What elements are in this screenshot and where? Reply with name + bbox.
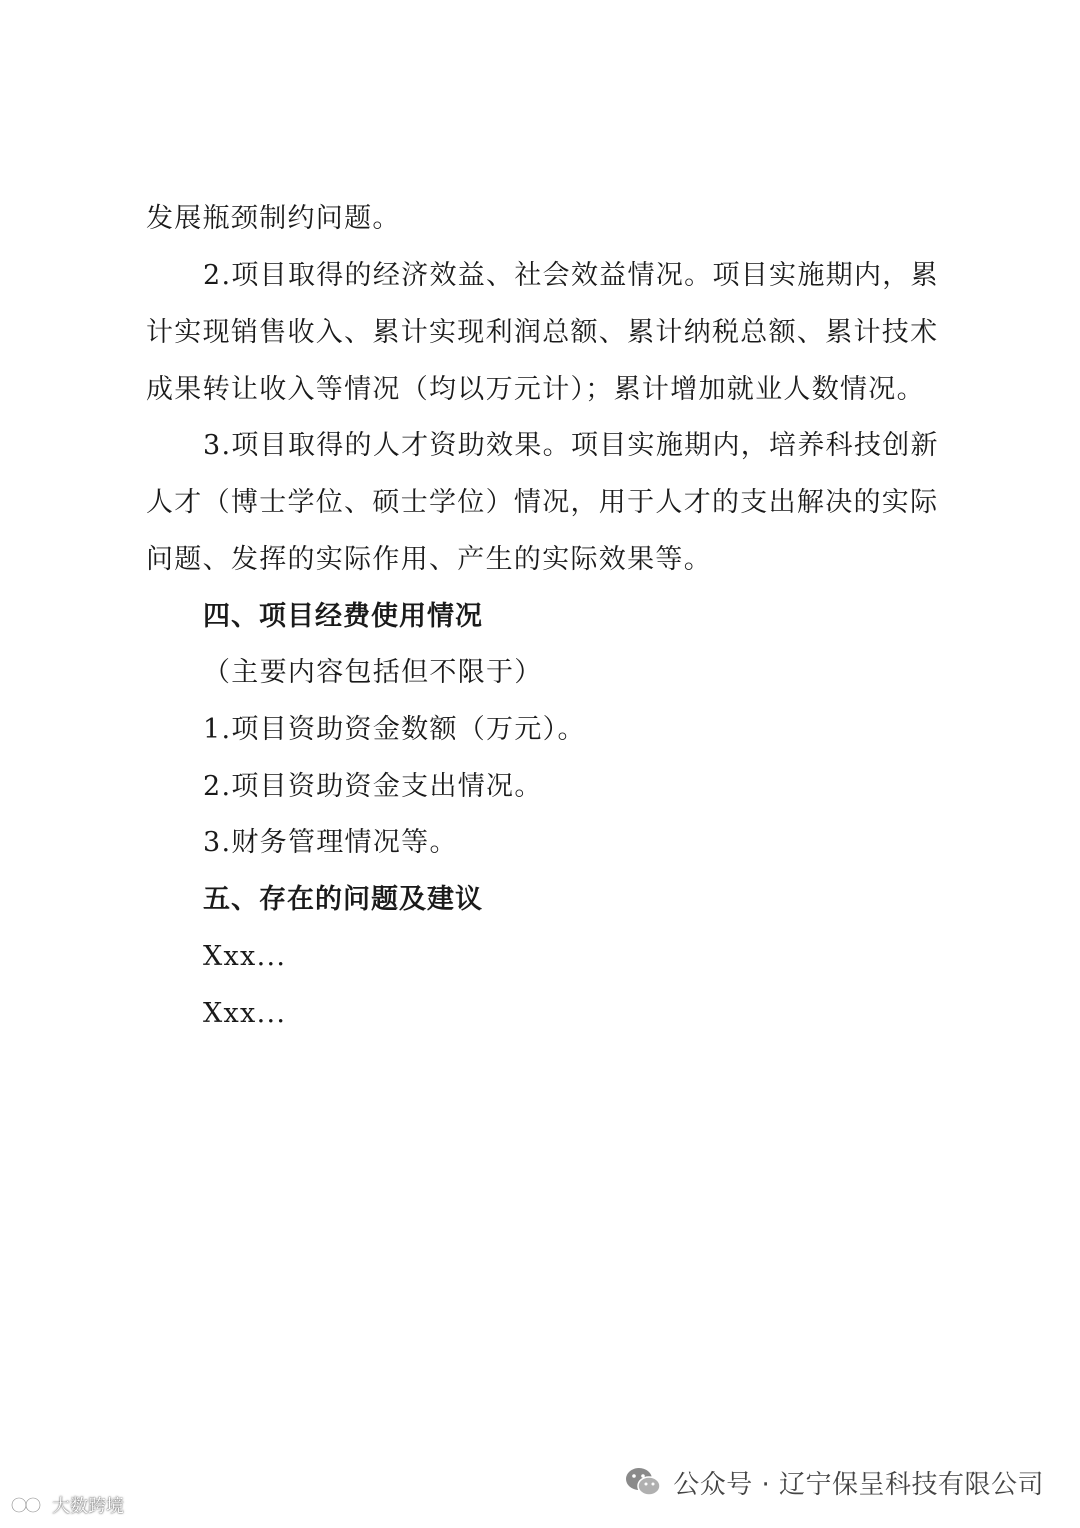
- list-item: 2.项目资助资金支出情况。: [203, 771, 543, 802]
- paragraph-line: 发展瓶颈制约问题。: [146, 203, 401, 234]
- paragraph-line: 问题、发挥的实际作用、产生的实际效果等。: [146, 544, 712, 575]
- paragraph-line: 3.项目取得的人才资助效果。项目实施期内，培养科技创新: [203, 430, 939, 461]
- wechat-footer: [623, 1462, 1044, 1502]
- section-heading: 五、存在的问题及建议: [203, 884, 483, 915]
- wechat-icon: [623, 1462, 663, 1502]
- paragraph-line: 成果转让收入等情况（均以万元计）；累计增加就业人数情况。: [146, 374, 925, 405]
- section-heading: 四、项目经费使用情况: [203, 601, 483, 632]
- list-item: 3.财务管理情况等。: [203, 827, 458, 858]
- paragraph-line: 2.项目取得的经济效益、社会效益情况。项目实施期内，累: [203, 260, 939, 291]
- footer-label: 公众号 · 辽宁保呈科技有限公司: [673, 1469, 1044, 1500]
- watermark-logo-icon: [8, 1493, 48, 1517]
- paragraph-line: Xxx...: [203, 941, 287, 972]
- paragraph-line: Xxx...: [203, 998, 287, 1029]
- watermark: [8, 1492, 124, 1518]
- watermark-label: 大数跨境: [52, 1496, 124, 1517]
- paragraph-line: 计实现销售收入、累计实现利润总额、累计纳税总额、累计技术: [146, 317, 939, 348]
- paragraph-line: （主要内容包括但不限于）: [203, 657, 543, 688]
- list-item: 1.项目资助资金数额（万元）。: [203, 714, 586, 745]
- paragraph-line: 人才（博士学位、硕士学位）情况，用于人才的支出解决的实际: [146, 487, 939, 518]
